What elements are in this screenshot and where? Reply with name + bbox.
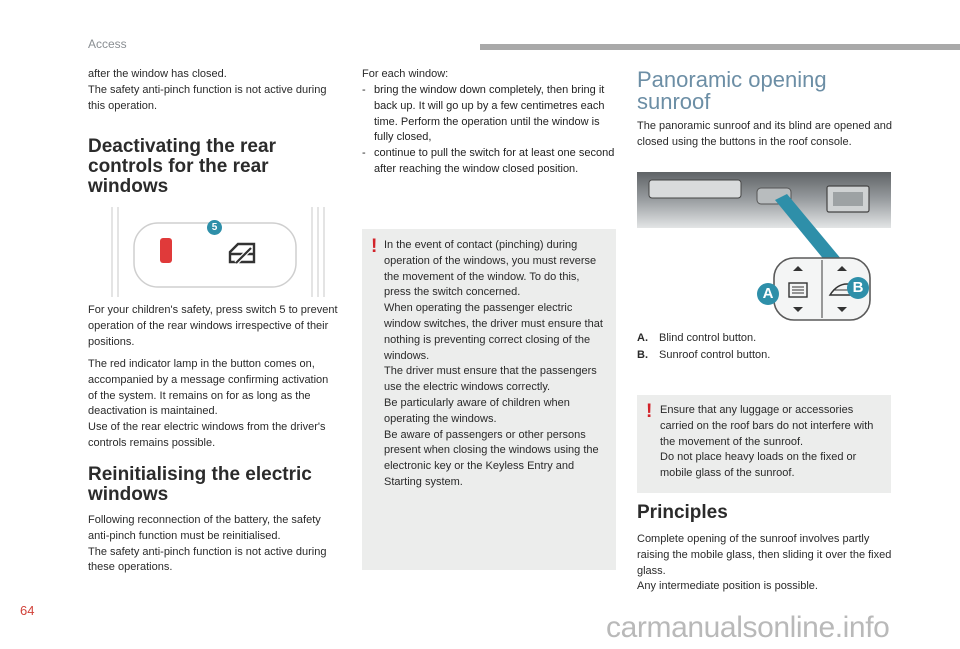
warning-box-roof-load <box>637 395 891 493</box>
legend-text: Sunroof control button. <box>659 349 771 361</box>
section-label: Access <box>88 37 127 51</box>
step-item: - bring the window down completely, then bring it back up. It will go up by a few centimetres each time. Perform the operation until the window is fully closed, <box>362 83 616 146</box>
legend-item-a <box>637 331 893 347</box>
callout-a: A <box>757 283 779 305</box>
col3-intro: The panoramic sunroof and its blind are opened and closed using the buttons in the roof console. <box>637 120 893 148</box>
header-bar <box>480 44 960 50</box>
step-item: - continue to pull the switch for at least one second after reaching the window closed position. <box>362 146 616 178</box>
legend-key: A. <box>637 332 648 344</box>
watermark: carmanualsonline.info <box>606 611 890 644</box>
title-panoramic-sunroof: Panoramic opening sunroof <box>637 67 827 114</box>
legend-text: Blind control button. <box>659 332 757 344</box>
principles-text: Complete opening of the sunroof involves partly raising the mobile glass, then sliding it over the fixed glass. Any intermediate position is possible. <box>637 533 892 593</box>
heading-principles: Principles <box>637 502 728 523</box>
warning-text-roof-load: Ensure that any luggage or accessories carried on the roof bars do not interfere with the movement of the sunroof. Do not place heavy loads on the fixed or mobile glass of the sunroof. <box>660 404 874 480</box>
warning-box-pinching <box>362 229 616 570</box>
legend-item-b <box>637 348 893 364</box>
warning-icon: ! <box>371 236 378 257</box>
heading-reinitialising: Reinitialising the electric windows <box>88 464 312 505</box>
rear-window-switch-illustration <box>88 203 338 300</box>
window-lock-icon <box>227 241 257 270</box>
switch-number-callout: 5 <box>207 220 222 235</box>
col1-para-switch: For your children's safety, press switch 5 to prevent operation of the rear windows irrespective of their positions. <box>88 304 338 348</box>
window-reset-steps <box>362 83 616 178</box>
col1-para-reinit: Following reconnection of the battery, the safety anti-pinch function must be reinitialised. The safety anti-pinch function is not active during these operations. <box>88 514 327 574</box>
warning-icon: ! <box>646 401 653 422</box>
col2-intro: For each window: <box>362 68 449 80</box>
heading-deactivating: Deactivating the rear controls for the rear windows <box>88 136 276 197</box>
page-number: 64 <box>20 603 35 618</box>
callout-b: B <box>847 277 869 299</box>
legend-key: B. <box>637 349 648 361</box>
red-indicator-lamp <box>160 238 172 263</box>
col1-intro: after the window has closed. The safety anti-pinch function is not active during this operation. <box>88 68 327 112</box>
warning-text-pinching: In the event of contact (pinching) during operation of the windows, you must reverse the movement of the window. To do this, press the switch concerned. When operating the passenger electric window switches, the driver must ensure that nothing is preventing correct closing of the windows. The driver must ensure that the passengers use the electric windows correctly. Be particularly aware of children when operating the windows. Be aware of passengers or other persons present when closing the windows using the electronic key or the Keyless Entry and Starting system. <box>384 239 603 488</box>
col1-para-indicator: The red indicator lamp in the button comes on, accompanied by a message confirming activation of the system. It remains on for as long as the deactivation is maintained. Use of the rear electric windows from the driver's controls remains possible. <box>88 358 329 449</box>
